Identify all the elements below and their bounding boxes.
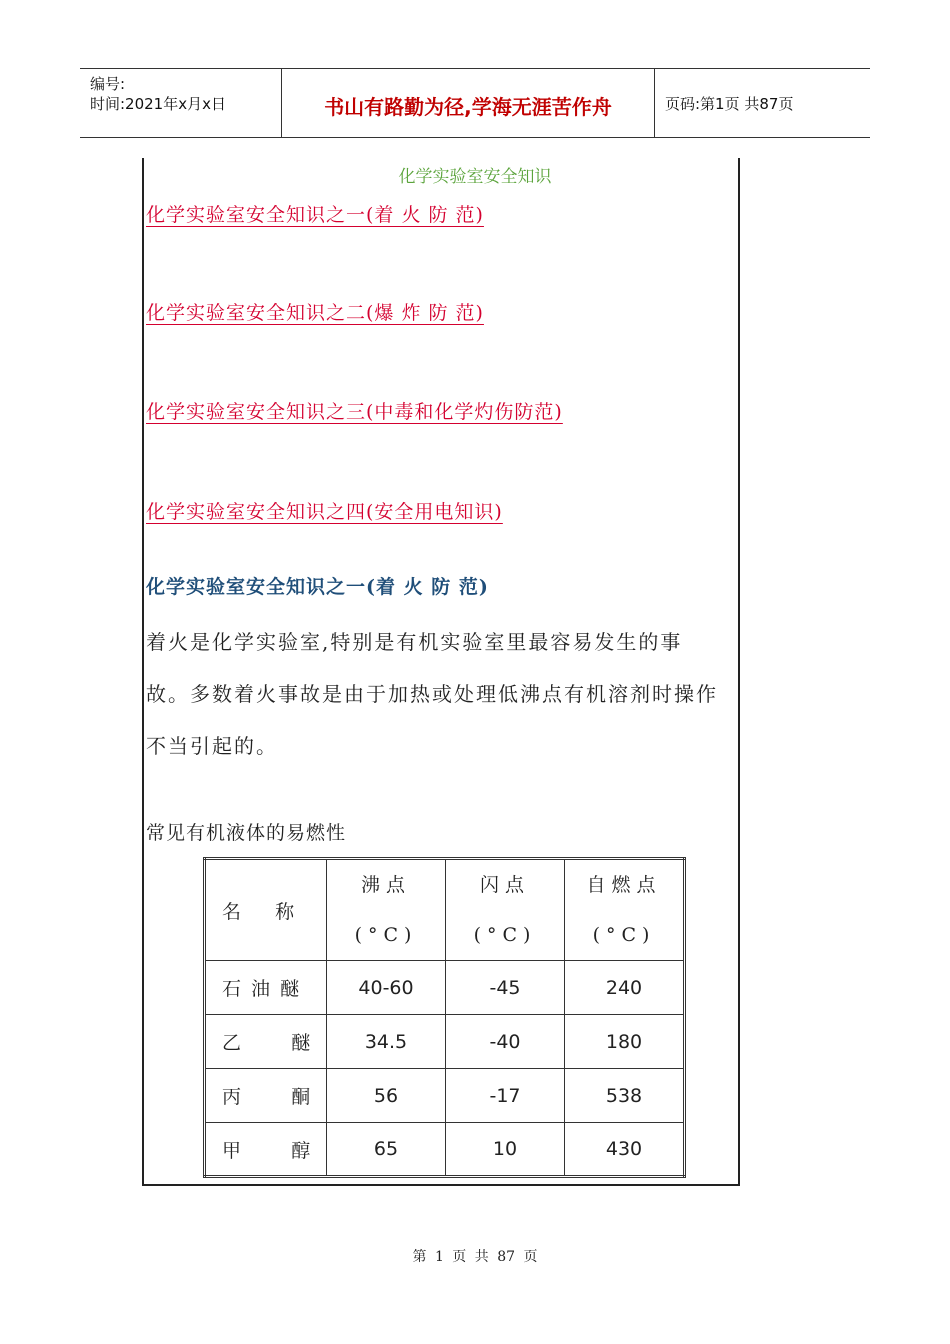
header-boiling-label: 沸点 [360, 874, 411, 896]
cell-boiling: 40-60 [327, 961, 446, 1015]
frame-bottom-border [142, 1184, 740, 1186]
toc-link-2[interactable]: 化学实验室安全知识之二(爆 炸 防 范) [146, 302, 484, 324]
table-row [205, 1015, 685, 1069]
page-header [80, 68, 870, 138]
header-flash [446, 859, 565, 961]
cell-boiling: 65 [327, 1123, 446, 1177]
paragraph-line: 故。多数着火事故是由于加热或处理低沸点有机溶剂时操作 [146, 682, 718, 706]
toc-link-3[interactable]: 化学实验室安全知识之三(中毒和化学灼伤防范) [146, 401, 563, 423]
table-caption: 常见有机液体的易燃性 [146, 822, 347, 844]
cell-name: 石 油 醚 [205, 961, 327, 1015]
section-heading: 化学实验室安全知识之一(着 火 防 范) [146, 576, 489, 598]
paragraph-line: 着火是化学实验室,特别是有机实验室里最容易发生的事 [146, 630, 683, 654]
toc-link-1[interactable]: 化学实验室安全知识之一(着 火 防 范) [146, 204, 484, 226]
page-info: 页码:第1页 共87页 [665, 95, 794, 113]
header-autoignition [565, 859, 685, 961]
number-label: 编号: [90, 75, 126, 93]
header-flash-unit: (°C) [473, 924, 537, 946]
header-page-cell [655, 69, 870, 137]
cell-autoignition: 538 [565, 1069, 685, 1123]
header-meta-cell [80, 69, 282, 137]
frame-right-border [738, 158, 740, 1186]
section-paragraph [146, 616, 726, 772]
header-boiling [327, 859, 446, 961]
motto: 书山有路勤为径,学海无涯苦作舟 [324, 95, 612, 119]
table-row [205, 1069, 685, 1123]
time-label: 时间:2021年x月x日 [90, 95, 226, 113]
cell-boiling: 34.5 [327, 1015, 446, 1069]
header-autoignition-unit: (°C) [592, 924, 656, 946]
cell-autoignition: 180 [565, 1015, 685, 1069]
toc-link-4[interactable]: 化学实验室安全知识之四(安全用电知识) [146, 501, 503, 523]
page-footer: 第 1 页 共 87 页 [412, 1249, 538, 1265]
header-boiling-unit: (°C) [354, 924, 418, 946]
cell-name: 乙 醚 [205, 1015, 327, 1069]
header-name: 名 称 [205, 859, 327, 961]
cell-name: 甲 醇 [205, 1123, 327, 1177]
cell-flash: 10 [446, 1123, 565, 1177]
cell-flash: -17 [446, 1069, 565, 1123]
frame-left-border [142, 158, 144, 1186]
flammability-table [203, 857, 686, 1178]
cell-boiling: 56 [327, 1069, 446, 1123]
table-row [205, 961, 685, 1015]
cell-flash: -45 [446, 961, 565, 1015]
cell-name: 丙 酮 [205, 1069, 327, 1123]
table-row [205, 1123, 685, 1177]
header-flash-label: 闪点 [479, 874, 530, 896]
table-header-row [205, 859, 685, 961]
header-motto-cell [282, 69, 655, 137]
cell-autoignition: 430 [565, 1123, 685, 1177]
cell-autoignition: 240 [565, 961, 685, 1015]
paragraph-line: 不当引起的。 [146, 734, 278, 758]
cell-flash: -40 [446, 1015, 565, 1069]
document-title: 化学实验室安全知识 [398, 167, 552, 187]
header-autoignition-label: 自燃点 [586, 874, 662, 896]
